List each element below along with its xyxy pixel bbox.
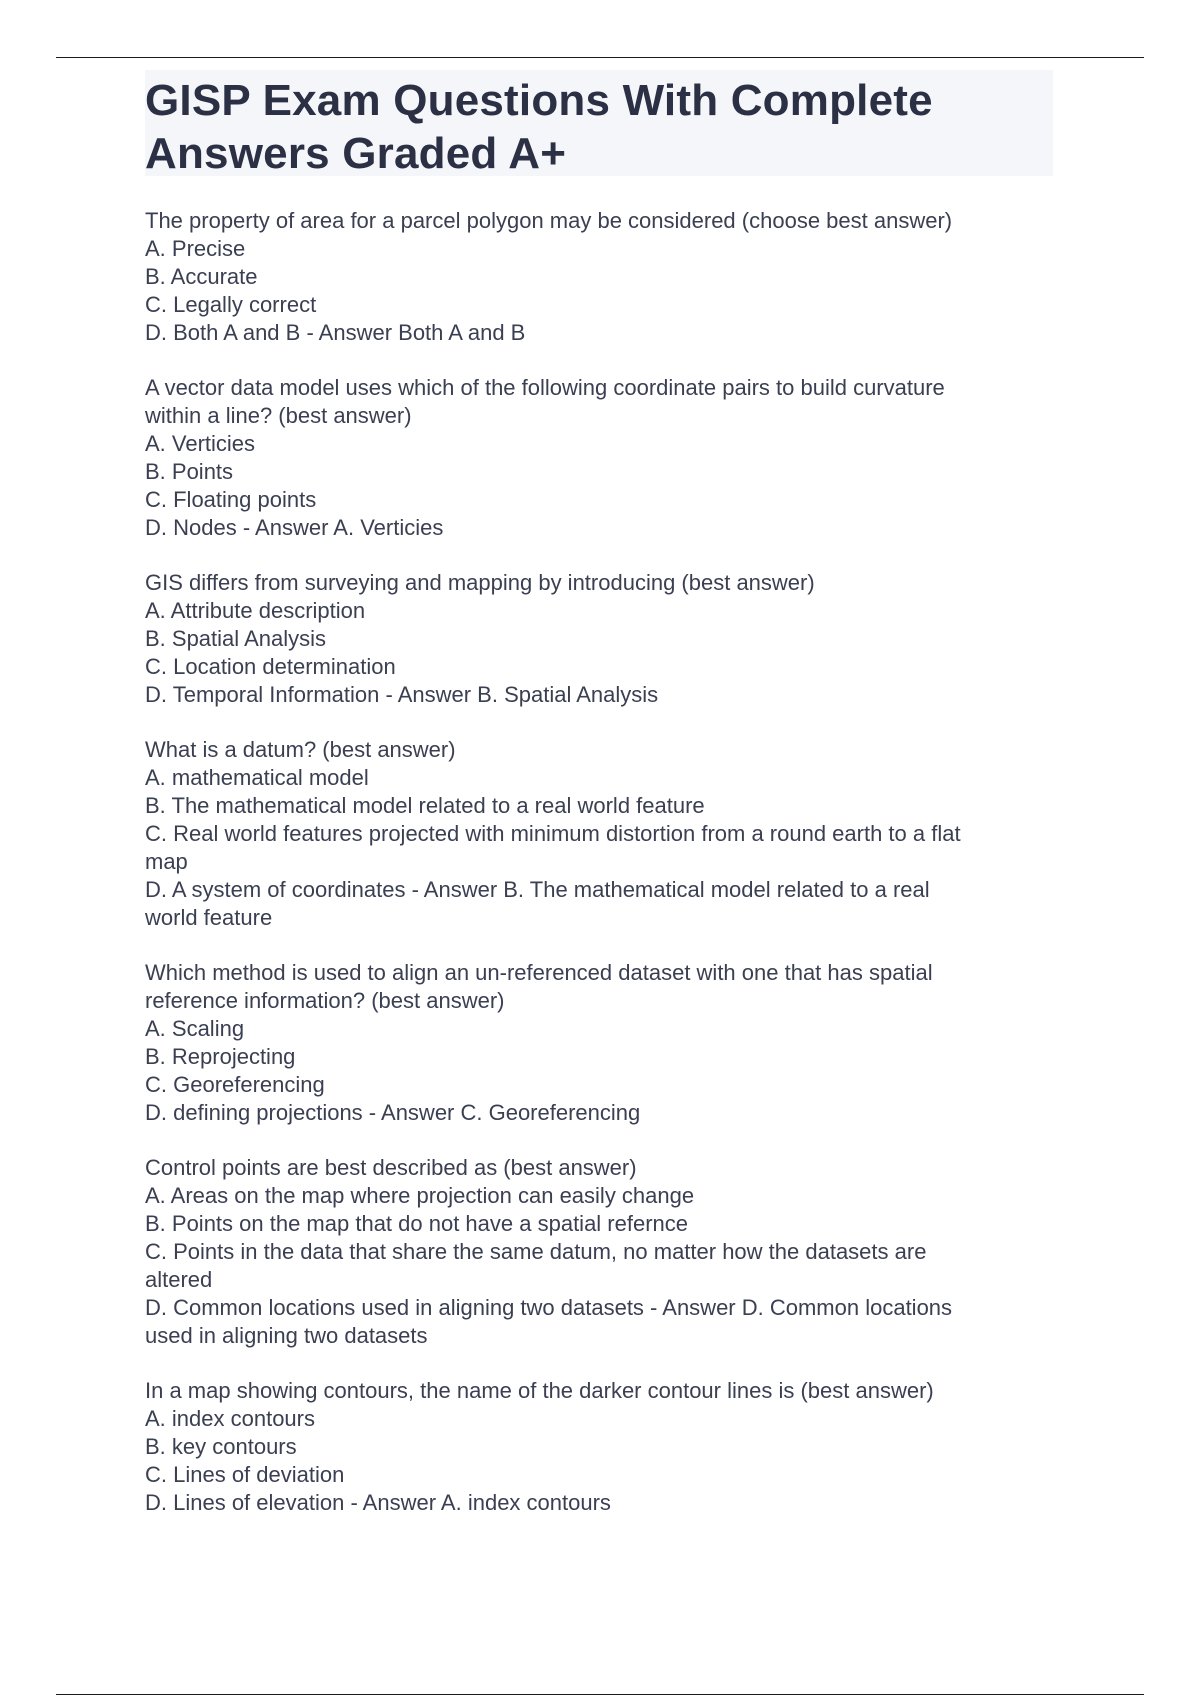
question-line: C. Location determination [145, 654, 396, 679]
question-line: D. Nodes - Answer A. Verticies [145, 515, 444, 540]
question-line: B. Spatial Analysis [145, 626, 326, 651]
question-text: Control points are best described as (best answer) [145, 1155, 637, 1180]
question-block [145, 1377, 1055, 1517]
question-block [145, 207, 1055, 347]
document-title [145, 74, 1053, 180]
question-line: reference information? (best answer) [145, 988, 505, 1013]
bottom-rule [56, 1694, 1144, 1695]
question-line: C. Legally correct [145, 292, 317, 317]
title-line-1: GISP Exam Questions With Complete [145, 76, 933, 125]
title-block [145, 70, 1053, 176]
question-block [145, 374, 1055, 542]
question-text: Which method is used to align an un-referenced dataset with one that has spatial [145, 960, 933, 985]
top-rule [56, 57, 1144, 58]
question-line: B. key contours [145, 1434, 297, 1459]
question-line: B. The mathematical model related to a real world feature [145, 793, 705, 818]
question-text: What is a datum? (best answer) [145, 737, 456, 762]
question-line: within a line? (best answer) [145, 403, 412, 428]
question-line: A. Verticies [145, 431, 256, 456]
question-line: D. Both A and B - Answer Both A and B [145, 320, 526, 345]
question-line: A. Attribute description [145, 598, 366, 623]
title-line-2: Answers Graded A+ [145, 129, 567, 178]
question-text: A vector data model uses which of the following coordinate pairs to build curvature [145, 375, 945, 400]
question-line: D. Common locations used in aligning two datasets - Answer D. Common locations [145, 1295, 953, 1320]
question-line: altered [145, 1267, 213, 1292]
question-line: B. Accurate [145, 264, 258, 289]
question-line: D. Temporal Information - Answer B. Spatial Analysis [145, 682, 659, 707]
question-block [145, 959, 1055, 1127]
question-line: D. defining projections - Answer C. Georeferencing [145, 1100, 641, 1125]
question-line: A. mathematical model [145, 765, 369, 790]
question-line: C. Points in the data that share the same datum, no matter how the datasets are [145, 1239, 927, 1264]
question-line: C. Floating points [145, 487, 317, 512]
question-text: The property of area for a parcel polygon may be considered (choose best answer) [145, 208, 953, 233]
question-line: map [145, 849, 188, 874]
question-text: In a map showing contours, the name of the darker contour lines is (best answer) [145, 1378, 934, 1403]
question-line: B. Points [145, 459, 234, 484]
question-line: C. Real world features projected with minimum distortion from a round earth to a flat [145, 821, 961, 846]
document-page [145, 70, 1055, 1544]
question-line: B. Points on the map that do not have a spatial refernce [145, 1211, 689, 1236]
question-line: A. index contours [145, 1406, 315, 1431]
question-line: A. Areas on the map where projection can easily change [145, 1183, 695, 1208]
question-line: D. Lines of elevation - Answer A. index contours [145, 1490, 611, 1515]
question-line: D. A system of coordinates - Answer B. The mathematical model related to a real [145, 877, 930, 902]
question-block [145, 736, 1055, 932]
question-line: B. Reprojecting [145, 1044, 296, 1069]
question-line: C. Georeferencing [145, 1072, 325, 1097]
question-line: A. Scaling [145, 1016, 245, 1041]
question-text: GIS differs from surveying and mapping by introducing (best answer) [145, 570, 815, 595]
question-line: used in aligning two datasets [145, 1323, 428, 1348]
question-block [145, 569, 1055, 709]
question-list [145, 207, 1055, 1517]
question-block [145, 1154, 1055, 1350]
question-line: C. Lines of deviation [145, 1462, 345, 1487]
question-line: world feature [145, 905, 273, 930]
question-line: A. Precise [145, 236, 246, 261]
